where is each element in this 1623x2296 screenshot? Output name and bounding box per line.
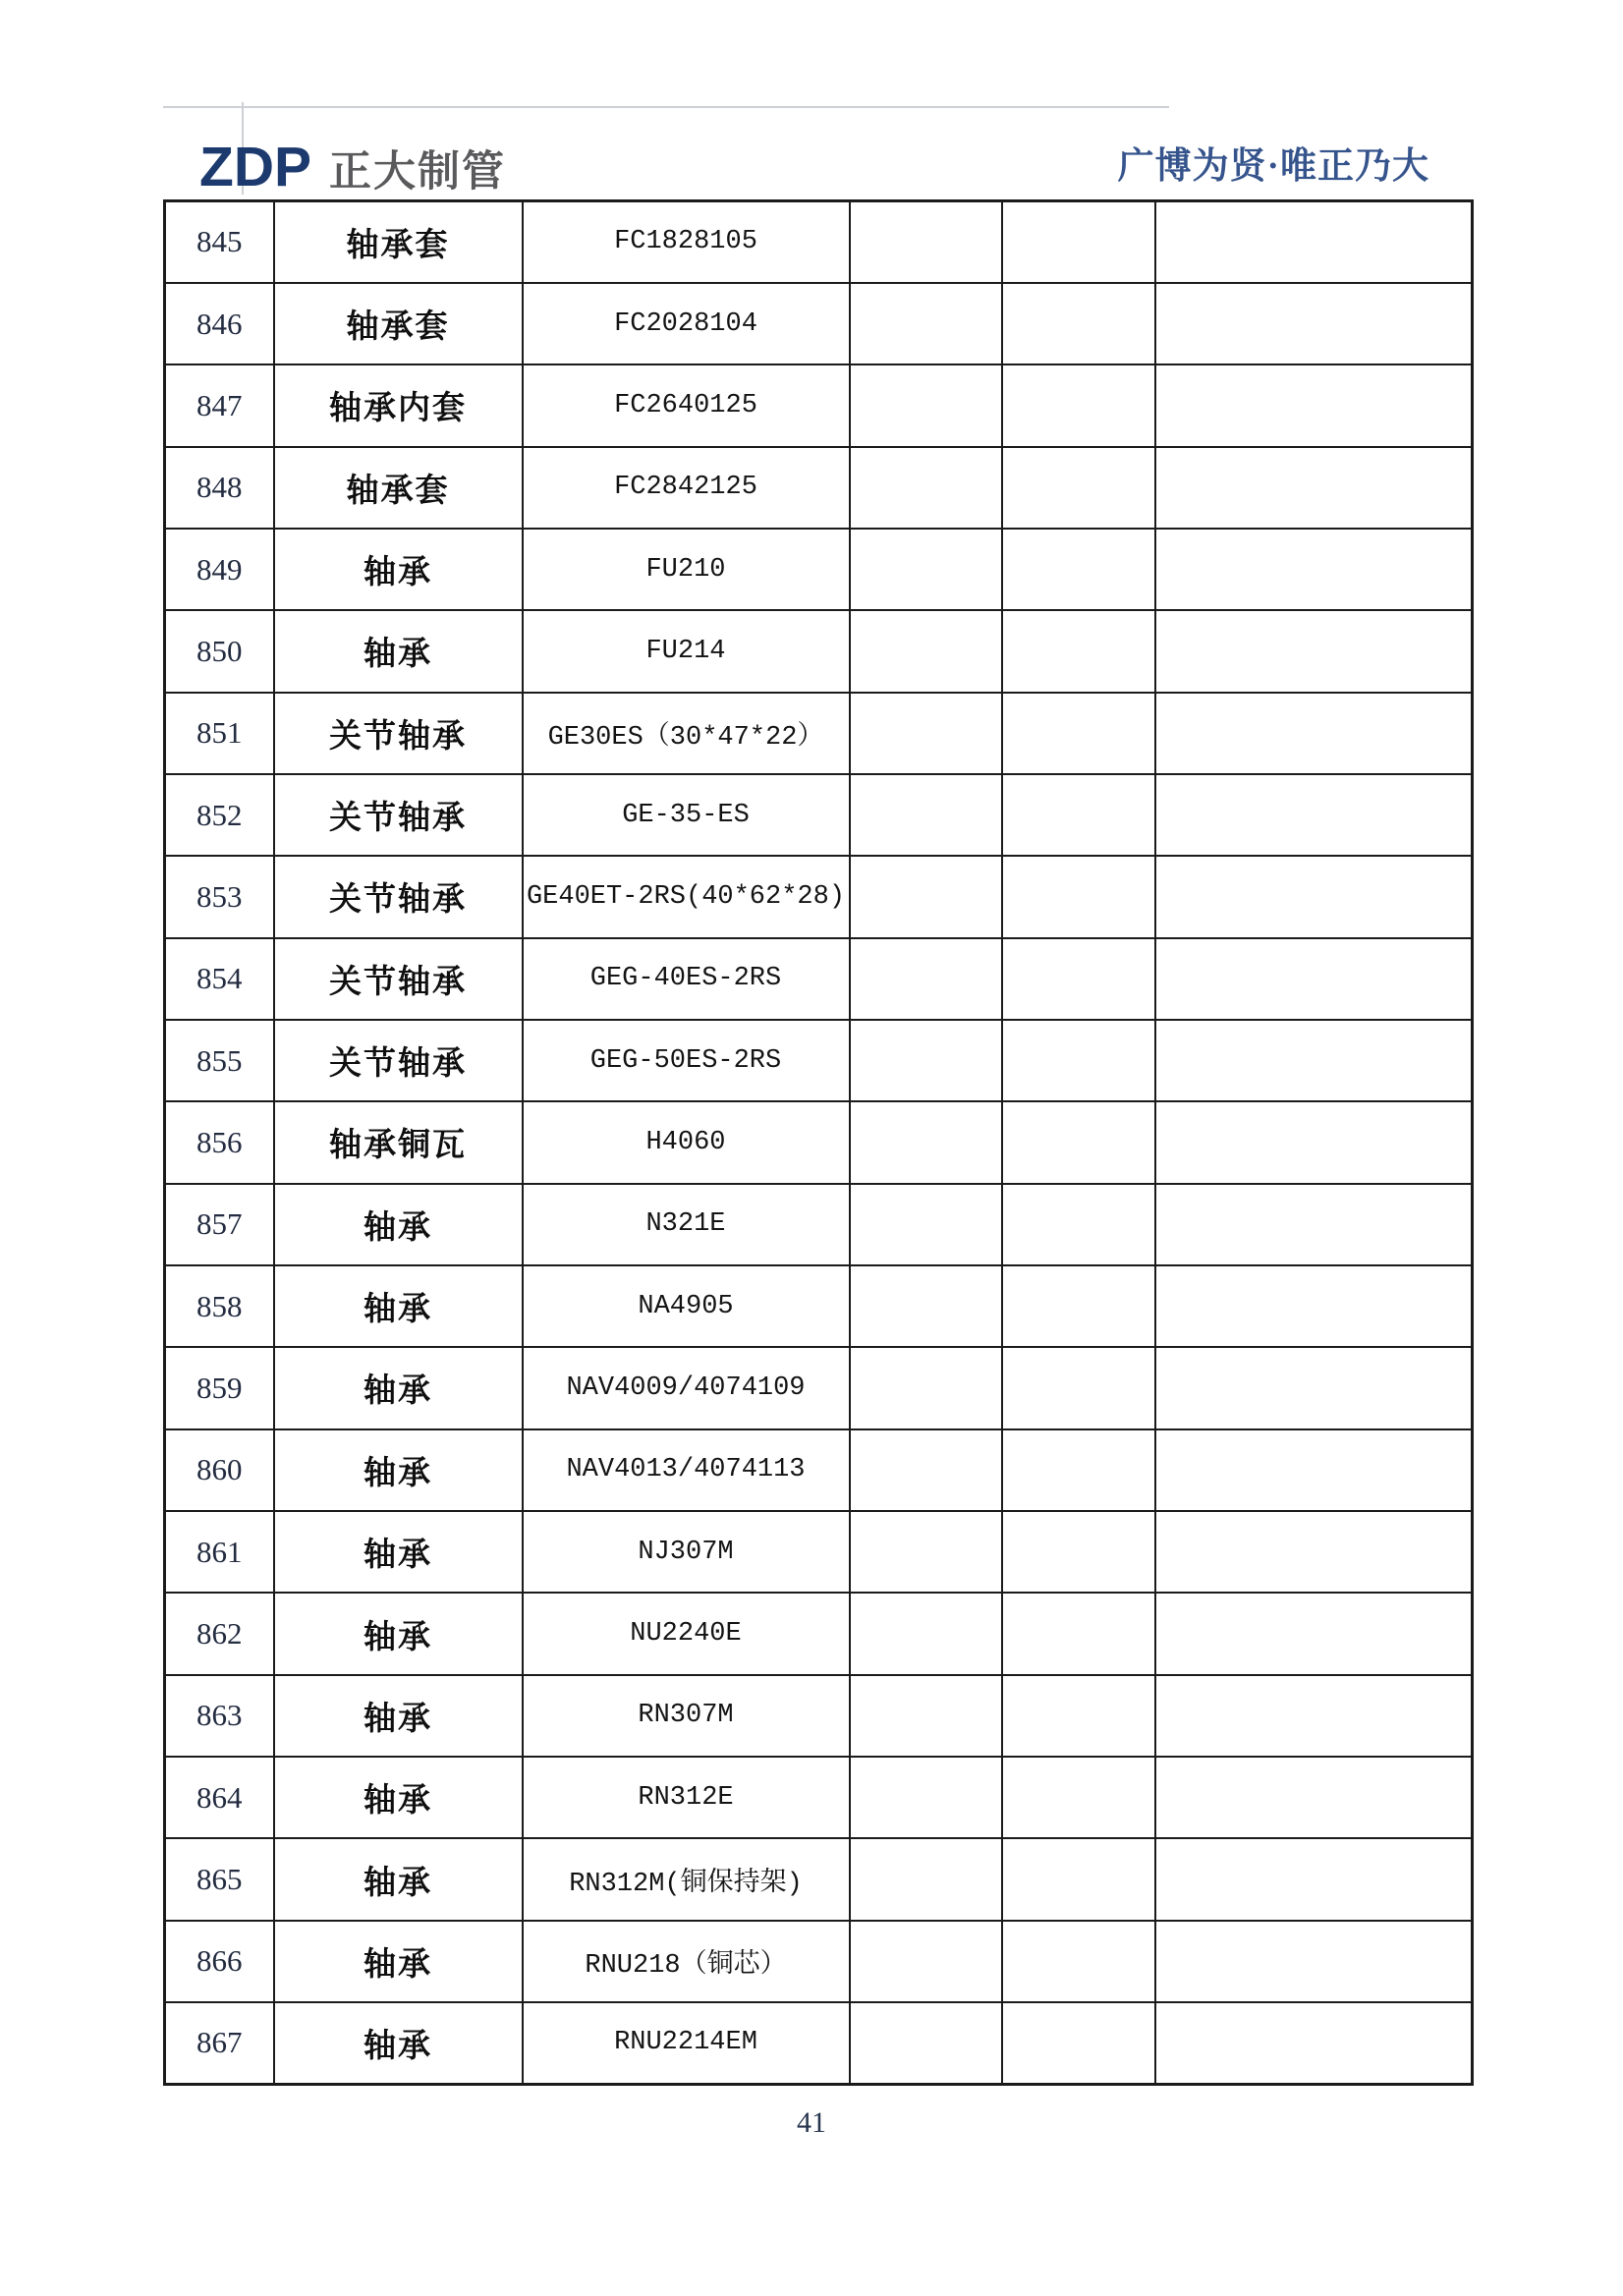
cell-part-name: 轴承套 xyxy=(274,283,523,364)
cell-empty xyxy=(1155,1347,1473,1428)
cell-empty xyxy=(1002,610,1155,692)
cell-row-number: 848 xyxy=(165,447,274,529)
table-row xyxy=(165,1921,1473,2002)
letterhead-guide-horizontal-line xyxy=(163,106,1169,108)
cell-empty xyxy=(1002,774,1155,856)
table-row xyxy=(165,1020,1473,1101)
cell-empty xyxy=(850,1020,1002,1101)
cell-empty xyxy=(1155,1429,1473,1511)
cell-empty xyxy=(1002,283,1155,364)
cell-empty xyxy=(1155,1757,1473,1838)
cell-empty xyxy=(850,1921,1002,2002)
cell-row-number: 860 xyxy=(165,1429,274,1511)
table-row xyxy=(165,1347,1473,1428)
cell-model-spec: FU214 xyxy=(523,610,850,692)
table-row xyxy=(165,1757,1473,1838)
cell-empty xyxy=(1155,693,1473,774)
cell-empty xyxy=(1002,201,1155,283)
cell-part-name: 关节轴承 xyxy=(274,774,523,856)
cell-part-name: 轴承 xyxy=(274,1511,523,1593)
cell-empty xyxy=(850,938,1002,1020)
cell-empty xyxy=(850,364,1002,446)
cell-empty xyxy=(850,283,1002,364)
cell-model-spec: GEG-40ES-2RS xyxy=(523,938,850,1020)
cell-empty xyxy=(1002,1020,1155,1101)
logo-zdp-wordmark: ZDP xyxy=(199,136,311,198)
cell-empty xyxy=(1002,364,1155,446)
cell-model-spec: GEG-50ES-2RS xyxy=(523,1020,850,1101)
table-row xyxy=(165,1265,1473,1347)
cell-empty xyxy=(850,1347,1002,1428)
cell-row-number: 866 xyxy=(165,1921,274,2002)
cell-row-number: 851 xyxy=(165,693,274,774)
table-row xyxy=(165,610,1473,692)
cell-empty xyxy=(1155,283,1473,364)
cell-model-spec: FC2028104 xyxy=(523,283,850,364)
cell-empty xyxy=(1155,1675,1473,1757)
cell-row-number: 863 xyxy=(165,1675,274,1757)
cell-empty xyxy=(850,529,1002,610)
cell-empty xyxy=(850,693,1002,774)
cell-model-spec: NAV4009/4074109 xyxy=(523,1347,850,1428)
table-row xyxy=(165,529,1473,610)
cell-part-name: 轴承 xyxy=(274,1675,523,1757)
cell-part-name: 轴承套 xyxy=(274,447,523,529)
table-row xyxy=(165,1101,1473,1183)
cell-empty xyxy=(1155,201,1473,283)
cell-empty xyxy=(1002,1184,1155,1265)
parts-table xyxy=(163,199,1474,2086)
cell-model-spec: FC1828105 xyxy=(523,201,850,283)
cell-model-spec: RNU218（铜芯） xyxy=(523,1921,850,2002)
cell-empty xyxy=(850,856,1002,937)
cell-row-number: 849 xyxy=(165,529,274,610)
cell-empty xyxy=(1002,447,1155,529)
cell-part-name: 轴承 xyxy=(274,610,523,692)
cell-empty xyxy=(850,2002,1002,2084)
cell-part-name: 轴承 xyxy=(274,1347,523,1428)
cell-model-spec: H4060 xyxy=(523,1101,850,1183)
table-row xyxy=(165,1838,1473,1920)
cell-model-spec: RN312M(铜保持架) xyxy=(523,1838,850,1920)
cell-model-spec: RN312E xyxy=(523,1757,850,1838)
cell-empty xyxy=(1155,1265,1473,1347)
cell-part-name: 轴承套 xyxy=(274,201,523,283)
cell-empty xyxy=(1002,938,1155,1020)
cell-empty xyxy=(1002,1101,1155,1183)
cell-row-number: 867 xyxy=(165,2002,274,2084)
cell-row-number: 850 xyxy=(165,610,274,692)
cell-part-name: 轴承铜瓦 xyxy=(274,1101,523,1183)
cell-empty xyxy=(1002,1511,1155,1593)
cell-empty xyxy=(1002,1593,1155,1674)
cell-empty xyxy=(1155,1511,1473,1593)
cell-model-spec: NU2240E xyxy=(523,1593,850,1674)
cell-empty xyxy=(850,1838,1002,1920)
company-logo xyxy=(199,136,506,198)
cell-row-number: 847 xyxy=(165,364,274,446)
cell-empty xyxy=(1002,1757,1155,1838)
cell-row-number: 857 xyxy=(165,1184,274,1265)
cell-empty xyxy=(850,1757,1002,1838)
cell-empty xyxy=(850,1593,1002,1674)
cell-empty xyxy=(1155,364,1473,446)
cell-empty xyxy=(850,201,1002,283)
cell-row-number: 858 xyxy=(165,1265,274,1347)
header-slogan: 广博为贤·唯正乃大 xyxy=(1117,146,1429,187)
cell-row-number: 865 xyxy=(165,1838,274,1920)
table-row xyxy=(165,2002,1473,2084)
cell-empty xyxy=(1002,2002,1155,2084)
table-row xyxy=(165,856,1473,937)
cell-row-number: 853 xyxy=(165,856,274,937)
cell-empty xyxy=(1155,856,1473,937)
cell-model-spec: NAV4013/4074113 xyxy=(523,1429,850,1511)
cell-row-number: 864 xyxy=(165,1757,274,1838)
cell-empty xyxy=(850,1184,1002,1265)
table-row xyxy=(165,938,1473,1020)
cell-empty xyxy=(1002,693,1155,774)
cell-row-number: 861 xyxy=(165,1511,274,1593)
table-row xyxy=(165,774,1473,856)
cell-model-spec: NJ307M xyxy=(523,1511,850,1593)
cell-model-spec: FC2842125 xyxy=(523,447,850,529)
cell-empty xyxy=(1155,610,1473,692)
cell-part-name: 关节轴承 xyxy=(274,693,523,774)
table-row xyxy=(165,201,1473,283)
cell-empty xyxy=(1002,1265,1155,1347)
cell-model-spec: FC2640125 xyxy=(523,364,850,446)
cell-row-number: 856 xyxy=(165,1101,274,1183)
table-row xyxy=(165,364,1473,446)
table-row xyxy=(165,1511,1473,1593)
page-number: 41 xyxy=(797,2106,826,2139)
cell-part-name: 轴承 xyxy=(274,1921,523,2002)
cell-model-spec: GE-35-ES xyxy=(523,774,850,856)
cell-empty xyxy=(850,610,1002,692)
cell-part-name: 关节轴承 xyxy=(274,1020,523,1101)
cell-empty xyxy=(1155,529,1473,610)
cell-empty xyxy=(1002,1675,1155,1757)
cell-row-number: 855 xyxy=(165,1020,274,1101)
cell-empty xyxy=(850,1265,1002,1347)
cell-part-name: 轴承 xyxy=(274,2002,523,2084)
table-row xyxy=(165,447,1473,529)
cell-empty xyxy=(1002,1429,1155,1511)
cell-empty xyxy=(1155,1593,1473,1674)
table-row xyxy=(165,283,1473,364)
cell-empty xyxy=(850,447,1002,529)
cell-row-number: 845 xyxy=(165,201,274,283)
cell-empty xyxy=(1002,529,1155,610)
cell-empty xyxy=(1155,1020,1473,1101)
cell-part-name: 关节轴承 xyxy=(274,938,523,1020)
cell-empty xyxy=(1155,938,1473,1020)
cell-part-name: 轴承 xyxy=(274,1838,523,1920)
cell-empty xyxy=(1002,1921,1155,2002)
cell-empty xyxy=(1155,1101,1473,1183)
cell-row-number: 854 xyxy=(165,938,274,1020)
cell-empty xyxy=(850,774,1002,856)
cell-empty xyxy=(850,1101,1002,1183)
cell-part-name: 轴承 xyxy=(274,1757,523,1838)
table-row xyxy=(165,1429,1473,1511)
cell-empty xyxy=(1155,774,1473,856)
table-row xyxy=(165,1593,1473,1674)
cell-part-name: 轴承 xyxy=(274,1429,523,1511)
cell-empty xyxy=(1002,1347,1155,1428)
cell-empty xyxy=(1155,1184,1473,1265)
cell-part-name: 轴承内套 xyxy=(274,364,523,446)
cell-model-spec: RN307M xyxy=(523,1675,850,1757)
cell-empty xyxy=(850,1429,1002,1511)
cell-model-spec: NA4905 xyxy=(523,1265,850,1347)
cell-empty xyxy=(1002,856,1155,937)
table-row xyxy=(165,693,1473,774)
cell-empty xyxy=(1155,1838,1473,1920)
cell-model-spec: GE30ES（30*47*22） xyxy=(523,693,850,774)
cell-part-name: 轴承 xyxy=(274,1265,523,1347)
cell-empty xyxy=(1155,2002,1473,2084)
cell-row-number: 852 xyxy=(165,774,274,856)
cell-empty xyxy=(850,1675,1002,1757)
cell-row-number: 859 xyxy=(165,1347,274,1428)
cell-model-spec: N321E xyxy=(523,1184,850,1265)
cell-empty xyxy=(1155,447,1473,529)
table-row xyxy=(165,1184,1473,1265)
cell-part-name: 轴承 xyxy=(274,1184,523,1265)
cell-row-number: 846 xyxy=(165,283,274,364)
cell-model-spec: RNU2214EM xyxy=(523,2002,850,2084)
cell-part-name: 轴承 xyxy=(274,529,523,610)
cell-part-name: 轴承 xyxy=(274,1593,523,1674)
cell-row-number: 862 xyxy=(165,1593,274,1674)
cell-part-name: 关节轴承 xyxy=(274,856,523,937)
cell-model-spec: FU210 xyxy=(523,529,850,610)
logo-company-name: 正大制管 xyxy=(329,149,506,196)
cell-empty xyxy=(850,1511,1002,1593)
cell-empty xyxy=(1155,1921,1473,2002)
cell-model-spec: GE40ET-2RS(40*62*28) xyxy=(523,856,850,937)
cell-empty xyxy=(1002,1838,1155,1920)
table-row xyxy=(165,1675,1473,1757)
